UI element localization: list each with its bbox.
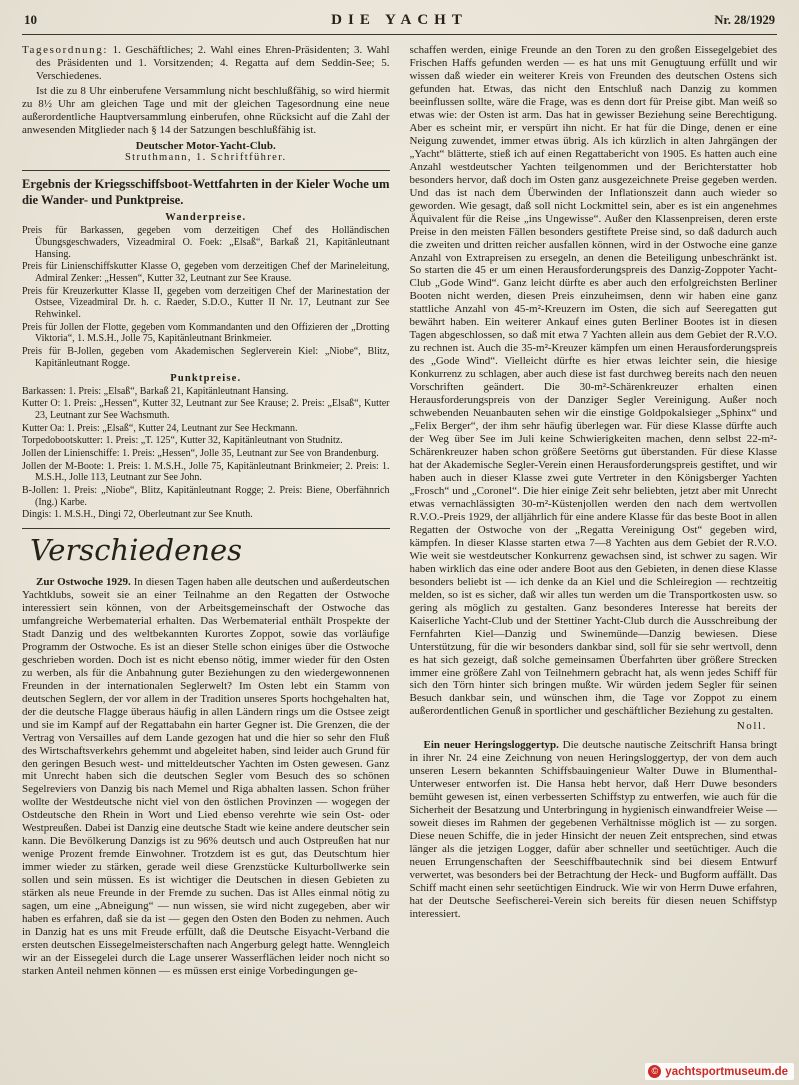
issue-number: Nr. 28/1929 [714,13,775,27]
punktpreis-item: Torpedobootskutter: 1. Preis: „T. 125“, Kutter 32, Kapitänleutnant von Studnitz. [22,435,343,447]
punktpreis-item: Kutter Oa: 1. Preis: „Elsaß“, Kutter 24, Leutnant zur See Heckmann. [22,422,298,434]
wanderpreis-item: Preis für Linienschiffskutter Klasse O, gegeben vom derzeitigen Chef der Marineleitung, Admiral Zenker: „Hessen“, Kutter 32, Leutnant zur See Krause. [22,261,390,284]
punktpreis-item: B-Jollen: 1. Preis: „Niobe“, Blitz, Kapitänleutnant Rogge; 2. Preis: Biene, Oberfähnrich (Ing.) Karbe. [22,485,390,508]
results-heading: Ergebnis der Kriegsschiffsboot-Wettfahrten in der Kieler Woche um die Wander- und Punktpreise. [22,176,390,207]
signature-club: Deutscher Motor-Yacht-Club. [135,139,276,152]
punktpreis-item: Barkassen: 1. Preis: „Elsaß“, Barkaß 21, Kapitänleutnant Hansing. [22,385,289,397]
punktpreis-item: Jollen der M-Boote: 1. Preis: 1. M.S.H., Jolle 75, Kapitänleutnant Brinkmeier; 2. Preis: 1. M.S.H., Jolle 113, Leutnant zur See John. [22,460,390,484]
wanderpreis-item: Preis für Jollen der Flotte, gegeben vom Kommandanten und den Offizieren der „Drotting Viktoria“, 1. M.S.H., Jolle 75, Kapitänleutnant Brinkmeier. [22,321,390,345]
section-divider [22,170,390,171]
agenda-paragraph-2: Ist die zu 8 Uhr einberufene Versammlung nicht beschlußfähig, so wird hiermit zu 8½ Uhr am gleichen Tage und mit der gleichen Tagesordnung eine neue außerordentliche Hauptversammlung einberufen, ohne Rücksicht auf die Zahl der anwesenden Mitglieder nach § 14 der Satzungen beschlußfähig ist. [22,84,390,136]
watermark-text: yachtsportmuseum.de [665,1065,788,1078]
punktpreis-item: Dingis: 1. M.S.H., Dingi 72, Oberleutnant zur See Knuth. [22,509,253,521]
punktpreis-item: Kutter O: 1. Preis: „Hessen“, Kutter 32, Leutnant zur See Krause; 2. Preis: „Elsaß“, Kutter 23, Leutnant zur See Wachsmuth. [22,398,390,421]
wanderpreis-item: Preis für B-Jollen, gegeben vom Akademischen Seglerverein Kiel: „Niobe“, Blitz, Kapitänleutnant Rogge. [22,346,390,369]
heringslogger-lead: Ein neuer Heringsloggertyp. [423,739,559,752]
masthead [22,10,777,35]
results-section [22,177,390,521]
masthead-title: DIE YACHT [331,12,468,28]
wanderpreis-item: Preis für Kreuzerkutter Klasse II, gegeben vom derzeitigen Chef der Marinestation der Ostsee, Vizeadmiral Dr. h. c. Raeder, S.D.O., Kutter II Nr. 17, Leutnant zur See Rehwinkel. [22,285,390,321]
two-column-layout [22,44,777,980]
signature-person: Struthmann, 1. Schriftführer. [124,151,287,163]
ostwoche-lead: Zur Ostwoche 1929. [36,575,131,588]
punktpreise-title: Punktpreise. [170,372,242,384]
wanderpreise-title: Wanderpreise. [165,212,247,224]
right-column [410,44,778,980]
page-number: 10 [24,12,37,27]
agenda-section [22,44,390,163]
wanderpreis-item: Preis für Barkassen, gegeben vom derzeitigen Chef des Holländischen Übungsgeschwaders, Vizeadmiral O. Foek: „Elsaß“, Barkaß 21, Kapitänleutnant Hansing. [22,225,390,260]
misc-section-start [22,535,390,978]
left-column [22,44,390,980]
verschiedenes-heading: Verschiedenes [30,533,242,568]
ostwoche-paragraph-left [22,576,390,978]
heringslogger-text: Die deutsche nautische Zeitschrift Hansa bringt in ihrer Nr. 24 eine Zeichnung von neuen Heringsloggertyp, der von dem auch unseren Lesern bekannten Schiffsbauingenieur Walter Duwe in Blumenthal-Unterweser entworfen ist. Die Hansa hebt hervor, daß Herr Duwe besonders bemüht gewesen ist, einen verbesserten Schiffstyp zu entwerfen, wie auch für die Sicherheit der Besatzung und Unterbringung in hygienisch einwandfreier Weise — soweit dieses im Rahmen der gegebenen Verhältnisse möglich ist — zu sorgen. Diese neuen Schiffe, die in jeder Hinsicht der neuen Zeit entsprechen, sind etwas länger als die jetzigen Logger, dafür aber schneller und seetüchtiger. Auch die neuen Errungenschaften der Seeschiffbautechnik sind bei diesem Entwurf verwertet, was besonders bei der Betrachtung der Heck- und Bugform auffällt. Das Schiff macht einen sehr seetüchtigen Eindruck. Wie wir von Herrn Duwe erfahren, hat der Deutsche Seefischerei-Verein sich bereits für diesen neuen Schiffstyp interessiert. [409,739,777,920]
section-divider [22,528,390,529]
agenda-lead: Tagesordnung: [22,44,109,56]
copyright-icon: © [648,1065,661,1078]
misc-section-continued [410,44,778,921]
article-author: Noll. [736,720,767,733]
agenda-items: 1. Geschäftliches; 2. Wahl eines Ehren-Präsidenten; 3. Wahl des Präsidenten und 1. Vorsitzenden; 4. Regatta auf dem Seddin-See; 5. Verschiedenes. [36,44,390,82]
ostwoche-paragraph-right: schaffen werden, einige Freunde an den Toren zu den großen Eissegelgebiet des Frischen Haffs gefunden werden — es hat uns mit Genugtuung erfüllt und wir wissen daß wieder ein weiterer Kreis von Freunden des deutschen Ostens sich gefunden hat. Etwas, das nicht den Entschluß nach Danzig zu kommen beeinflussen sollte, wäre die Frage, was es denn dort für Preise gibt. Man weiß so etwas wie: der Osten ist arm. Das hat in gewisser Beziehung seine Berechtigung. Aber es scheint mir, er verspürt ihn nicht. Er hat für die Dinge, denen er eine Neigung zuwendet, immer etwas übrig. Als ich kürzlich in alten Jahrgängen der „Yacht“ blätterte, stieß ich auf einen Regattabericht von 1905. Es hatten auch eine Anzahl westdeutscher Yachten teilgenommen und der Berichterstatter hob besonders hervor, daß doch im Osten ganz ausgezeichnete Preise gegeben werden. Und das ist nach dem Überwinden der Inflationszeit dann auch wieder so geworden. Wie gesagt, daß soll nicht Lockmittel sein, aber es ist ein angenehmes Äquivalent für die Reise „ins Ungewisse“. Außer den Klassenpreisen, deren erste Preise in den meisten Fällen besonders gestiftete Preise sind, so daß dadurch auch die zweiten und dritten reicher ausfallen können, wird in der Ostwoche eine ganze Anzahl von Extrapreisen zu ersegeln, an denen die Beteiligung unbeschränkt ist. So starten die 45 er um einen Herausforderungspreis des Danzig-Zoppoter Yacht-Club „Gode Wind“. Ganz leicht dürfte es aber auch den erfolgreichsten Berliner Booten nicht werden, diesen Preis einzuheimsen, denn wir haben eine ganz stattliche Anzahl von 45-m²-Kreuzern im Osten, die sich auf Seeregatten gut bewährt haben. Ein weiterer Ankauf eines guten Berliner Bootes ist in diesen Tagen abgeschlossen, so daß mit etwa 7 Yachten allein aus dem Gebiet der R.V.O. zu rechnen ist. Auch die 35-m²-Kreuzer kämpfen um einen Herausforderungspreis des „Gode Wind“. Vielleicht dürfte es hier etwas leichter sein, die hiesige Konkurrenz zu schlagen, aber auch diese ist fast durchweg bereits nach den neuen Vorschriften geändert. Die 30-m²-Schärenkreuzer erhalten einen Herausforderungspreis von der Danziger Segler Vereinigung. Außer noch schwebenden Neuanbauten sehen wir die einstige Goldpokalsieger „Sphinx“ und „Felix Berger“, der ihm sehr häufig überlegen war. Für diese Klasse dürfte auch der Weg über See im Juli keine Schwierigkeiten machen, denn selbst 22-m²-Schärenkreuzer haben schon größere Seetörns gut überstanden. Für diese Klasse hat der Akademische Segler-Verein einen Herausforderungspreis gestiftet, und wir haben auch in dieser Klasse zwei gute Vertreter in den Königsberger Yachten „Frosch“ und „Coronel“. Die hier einige Zeit sehr beliebten, jetzt aber mit Unrecht etwas vernachlässigten 30-m²-Küstenjollen werden den nach dem wertvollen R.V.O.-Preis 1929, der alljährlich für eine andere Klasse für das beste Boot in allen Regatten der Ostwoche von der „Regatta Vereinigung Ost“ gegeben wird, kämpfen. In dieser Klasse starten etwa 7—8 Yachten aus dem Gebiet der R.V.O. Wie weit sie westdeutscher Konkurrenz gewachsen sind, ist schwer zu sagen. Wir haben wirklich das eine oder andere Boot aus den Gebieten, in denen diese Klasse besonders beliebt ist — ich denke da an Kiel und die Schleiregion — rechtzeitig melden, so ist es sicher, daß wir alles tun werden um die Transportkosten usw. so gering als möglich zu gestalten. Ganz besonderes Interesse hat bereits der Kaiserliche Yacht-Club und der Stettiner Yacht-Club durch die Ausschreibung der Fernfahrten Kiel—Danzig und Swinemünde—Danzig bewiesen. Diese Unterstützung, für die wir besonders dankbar sind, soll für sie sehr wertvoll, denn es hat sich gezeigt, daß solche gemeinsamen Überfahrten über größere Strecken immer eine größere Zahl von Teilnehmern gebracht hat, als wenn jedes Schiff für sich den Törn hinter sich bringen mußte. Wir würden jedem Segler für seinen Besuch dankbar sein, und wünschen ihm, die Tage vor Zoppot zu einem außerordentlichen Genuß in sportlicher und geschäftlicher Beziehung zu gestalten. [409,44,777,718]
watermark [645,1063,794,1080]
ostwoche-text-left: In diesen Tagen haben alle deutschen und außerdeutschen Yachtklubs, soweit sie an einer Teilnahme an den Regatten der Ostwoche interessiert sein können, von der Arbeitsgemeinschaft der Ostwoche das umfangreiche Werbematerial erhalten. Das Werbematerial enthält Prospekte der Stadt Danzig und des weltbekannten Kurortes Zoppot, sowie das vorläufige Programm der Ostwoche. Es ist an dieser Stelle schon einiges über die Ostwoche geschrieben worden. Doch ist es nicht ebenso nötig, immer wieder für den Osten zu werben, als für die Anbahnung guter Beziehungen zu den wiedergewonnenen Freunden in der internationalen Seglerwelt? Im Osten lebt ein Stamm von deutschen Seglern, der vor allem in der Tradition unseres Sports hochgehalten hat, der die deutsche Flagge überaus häufig in allen Ländern rings um die Ostsee zeigt und sie im Kampf auf der Regattabahn ein harter Gegner ist. Die Grenzen, die der Vertrag von Versailles auf dem Lande gezogen hat und die hier so sehr den Fluß des Wirtschaftsverkehrs gehemmt und abgeleitet haben, sind leider auch Grund für den geringen Besuch west- und mitteldeutscher Yachten im Osten gewesen. Ganz mit Unrecht haben sich die deutschen Segler vom Besuch des so schönen Segelreviers von Danzig bis nach Memel und Riga abhalten lassen. Schon früher wollte der Westdeutsche nicht viel von den östlichen Provinzen — wogegen der Ostdeutsche den Rhein in Wort und Lied ebenso verehrte wie sein Ost- oder Westpreußen. Dabei ist Danzig eine deutsche Stadt wie keine andere deutscher sein kann. Die Bevölkerung Danzigs ist zu 96% deutsch und auch Ostpreußen hat nur wenige Prozent fremde Einwohner. Trotzdem ist es gut, das Deutschtum hier immer wieder zu stärken, gerade weil diese Grenzstücke Kulturbollwerke sein sollen und sein müssen. Es ist wichtiger die Deutschen in diesen Gebieten zu stärken als neue Freunde in der Fremde zu suchen. Das ist Alles einmal nötig zu sagen, um eine „Abneigung“ — nun wissen, sie wird nicht zugegeben, aber wir haben es erfahren, daß sie da ist — gegen den Osten den Boden zu nehmen. Auch in Danzig hat es uns mit Freude erfüllt, daß die Deutsche Eisyacht-Verband die ersten deutschen Eissegelmeisterschaften nach Angerburg gelegt hatte. Wenngleich wir an der Eissegelei durch die Lage unserer Wasserflächen leider noch nicht so starken Anteil nehmen können — es müssen erst einige Vorbedingungen ge- [22,575,390,978]
heringslogger-paragraph [410,739,778,921]
punktpreis-item: Jollen der Linienschiffe: 1. Preis: „Hessen“, Jolle 35, Leutnant zur See von Brandenburg. [22,447,379,459]
agenda-paragraph [22,44,390,83]
